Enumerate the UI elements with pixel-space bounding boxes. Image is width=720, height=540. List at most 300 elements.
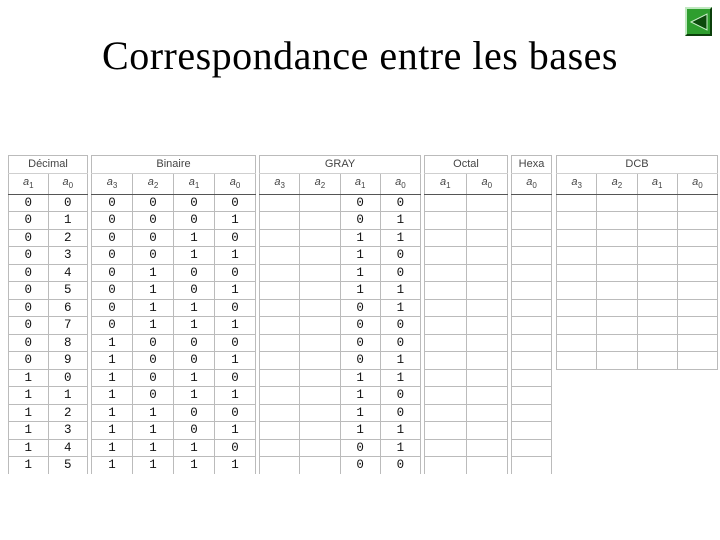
cell-dcb — [557, 212, 597, 230]
cell-gray — [260, 334, 300, 352]
header-hexa: Hexa — [512, 156, 552, 174]
cell-binaire: 1 — [174, 387, 215, 405]
table-row — [425, 212, 508, 230]
table-row — [9, 352, 88, 370]
cell-decimal: 1 — [9, 439, 49, 457]
cell-binaire: 0 — [133, 387, 174, 405]
cell-gray — [260, 422, 300, 440]
col-header-dcb-a2: $a_2$ — [597, 173, 637, 194]
cell-decimal: 0 — [48, 369, 88, 387]
table-row — [425, 317, 508, 335]
cell-binaire: 0 — [215, 194, 256, 212]
cell-binaire: 1 — [215, 282, 256, 300]
cell-gray — [260, 247, 300, 265]
table-octal — [424, 155, 508, 474]
cell-dcb — [597, 352, 637, 370]
cell-gray: 1 — [380, 229, 420, 247]
table-row — [260, 457, 421, 474]
cell-gray — [260, 212, 300, 230]
cell-gray: 0 — [340, 212, 380, 230]
cell-binaire: 1 — [133, 439, 174, 457]
cell-binaire: 0 — [92, 317, 133, 335]
cell-binaire: 0 — [133, 212, 174, 230]
col-header-decimal-a0: $a_0$ — [48, 173, 88, 194]
table-row — [9, 194, 88, 212]
cell-decimal: 0 — [9, 194, 49, 212]
table-row — [92, 439, 256, 457]
cell-octal — [425, 352, 467, 370]
cell-dcb — [637, 317, 677, 335]
col-header-dcb-a3: $a_3$ — [557, 173, 597, 194]
cell-binaire: 0 — [215, 369, 256, 387]
table-gray — [259, 155, 421, 474]
table-row — [425, 457, 508, 474]
table-row — [260, 439, 421, 457]
cell-octal — [466, 352, 508, 370]
cell-octal — [466, 317, 508, 335]
cell-binaire: 1 — [215, 247, 256, 265]
col-header-octal-a1: $a_1$ — [425, 173, 467, 194]
cell-octal — [466, 264, 508, 282]
table-row — [9, 229, 88, 247]
table-row — [9, 334, 88, 352]
cell-gray — [260, 387, 300, 405]
cell-binaire: 0 — [174, 264, 215, 282]
header-dcb: DCB — [557, 156, 718, 174]
cell-binaire: 0 — [215, 299, 256, 317]
table-row — [512, 282, 552, 300]
cell-octal — [466, 404, 508, 422]
cell-gray — [300, 212, 340, 230]
cell-gray — [300, 194, 340, 212]
cell-gray — [260, 264, 300, 282]
cell-hexa — [512, 282, 552, 300]
table-row — [425, 299, 508, 317]
cell-gray — [260, 404, 300, 422]
cell-binaire: 0 — [133, 229, 174, 247]
cell-octal — [425, 212, 467, 230]
table-row — [512, 229, 552, 247]
table-row — [260, 334, 421, 352]
table-row — [512, 194, 552, 212]
cell-dcb — [677, 264, 717, 282]
cell-binaire: 1 — [133, 317, 174, 335]
cell-octal — [466, 334, 508, 352]
cell-dcb — [557, 229, 597, 247]
cell-octal — [466, 387, 508, 405]
cell-hexa — [512, 264, 552, 282]
cell-binaire: 0 — [174, 282, 215, 300]
table-row — [92, 404, 256, 422]
cell-gray: 1 — [340, 282, 380, 300]
cell-gray — [300, 352, 340, 370]
cell-binaire: 1 — [133, 404, 174, 422]
cell-decimal: 7 — [48, 317, 88, 335]
cell-decimal: 1 — [9, 457, 49, 474]
cell-gray — [260, 229, 300, 247]
cell-decimal: 0 — [9, 282, 49, 300]
cell-binaire: 0 — [174, 194, 215, 212]
cell-gray: 0 — [380, 317, 420, 335]
cell-binaire: 0 — [174, 404, 215, 422]
cell-decimal: 1 — [9, 422, 49, 440]
table-row — [260, 229, 421, 247]
cell-decimal: 3 — [48, 247, 88, 265]
table-row — [557, 299, 718, 317]
cell-gray: 1 — [380, 352, 420, 370]
cell-gray: 0 — [340, 194, 380, 212]
cell-octal — [466, 369, 508, 387]
table-row — [425, 422, 508, 440]
cell-gray: 0 — [340, 439, 380, 457]
cell-binaire: 0 — [92, 299, 133, 317]
cell-gray: 1 — [380, 282, 420, 300]
table-row — [512, 317, 552, 335]
cell-dcb — [637, 247, 677, 265]
table-row — [9, 369, 88, 387]
table-row — [260, 264, 421, 282]
cell-decimal: 1 — [9, 404, 49, 422]
table-row — [260, 247, 421, 265]
col-header-binaire-a2: $a_2$ — [133, 173, 174, 194]
cell-gray: 0 — [380, 264, 420, 282]
cell-gray — [300, 387, 340, 405]
cell-binaire: 1 — [174, 439, 215, 457]
cell-binaire: 0 — [215, 264, 256, 282]
cell-binaire: 1 — [133, 264, 174, 282]
cell-hexa — [512, 404, 552, 422]
cell-gray — [260, 194, 300, 212]
cell-dcb — [557, 194, 597, 212]
table-row — [260, 299, 421, 317]
cell-gray: 0 — [380, 247, 420, 265]
cell-decimal: 0 — [9, 212, 49, 230]
cell-gray — [260, 299, 300, 317]
cell-binaire: 0 — [133, 369, 174, 387]
cell-decimal: 1 — [9, 387, 49, 405]
cell-gray — [300, 247, 340, 265]
cell-gray — [300, 317, 340, 335]
cell-dcb — [557, 352, 597, 370]
cell-decimal: 4 — [48, 439, 88, 457]
cell-octal — [425, 247, 467, 265]
cell-gray: 1 — [380, 422, 420, 440]
table-row — [92, 264, 256, 282]
table-row — [92, 212, 256, 230]
table-row — [92, 387, 256, 405]
table-row — [425, 229, 508, 247]
table-row — [260, 194, 421, 212]
cell-octal — [425, 334, 467, 352]
table-row — [512, 264, 552, 282]
cell-binaire: 0 — [92, 194, 133, 212]
table-row — [512, 299, 552, 317]
cell-binaire: 1 — [174, 369, 215, 387]
table-row — [512, 334, 552, 352]
cell-gray — [300, 334, 340, 352]
cell-binaire: 0 — [92, 282, 133, 300]
table-row — [260, 212, 421, 230]
table-row — [425, 194, 508, 212]
cell-dcb — [557, 299, 597, 317]
cell-gray — [300, 457, 340, 474]
cell-binaire: 0 — [92, 264, 133, 282]
cell-binaire: 0 — [174, 352, 215, 370]
cell-binaire: 1 — [215, 457, 256, 474]
cell-dcb — [637, 229, 677, 247]
cell-binaire: 1 — [174, 247, 215, 265]
cell-decimal: 1 — [9, 369, 49, 387]
cell-gray — [260, 352, 300, 370]
cell-gray — [300, 439, 340, 457]
table-row — [512, 247, 552, 265]
cell-binaire: 0 — [133, 352, 174, 370]
col-header-binaire-a1: $a_1$ — [174, 173, 215, 194]
table-row — [92, 457, 256, 474]
cell-decimal: 5 — [48, 282, 88, 300]
cell-binaire: 1 — [215, 317, 256, 335]
cell-binaire: 1 — [215, 352, 256, 370]
table-row — [92, 369, 256, 387]
cell-dcb — [637, 282, 677, 300]
table-row — [512, 439, 552, 457]
cell-hexa — [512, 387, 552, 405]
cell-octal — [466, 422, 508, 440]
cell-dcb — [597, 229, 637, 247]
cell-binaire: 0 — [133, 334, 174, 352]
cell-gray — [260, 282, 300, 300]
cell-dcb — [597, 299, 637, 317]
cell-octal — [425, 194, 467, 212]
cell-binaire: 1 — [174, 229, 215, 247]
cell-gray — [300, 299, 340, 317]
cell-binaire: 1 — [92, 334, 133, 352]
table-row — [557, 194, 718, 212]
cell-dcb — [637, 334, 677, 352]
cell-dcb — [637, 212, 677, 230]
cell-gray: 0 — [340, 352, 380, 370]
cell-binaire: 1 — [174, 317, 215, 335]
cell-hexa — [512, 334, 552, 352]
table-row — [92, 317, 256, 335]
cell-binaire: 1 — [92, 352, 133, 370]
cell-binaire: 0 — [215, 334, 256, 352]
table-binaire — [91, 155, 256, 474]
cell-binaire: 0 — [215, 404, 256, 422]
cell-binaire: 1 — [133, 299, 174, 317]
col-header-octal-a0: $a_0$ — [466, 173, 508, 194]
cell-dcb — [637, 299, 677, 317]
cell-dcb — [677, 299, 717, 317]
cell-hexa — [512, 422, 552, 440]
cell-hexa — [512, 194, 552, 212]
cell-gray — [260, 439, 300, 457]
page-title: Correspondance entre les bases — [102, 33, 618, 78]
table-row — [557, 264, 718, 282]
cell-dcb — [557, 317, 597, 335]
cell-dcb — [637, 194, 677, 212]
cell-hexa — [512, 457, 552, 474]
cell-dcb — [637, 264, 677, 282]
table-decimal — [8, 155, 88, 474]
table-row — [260, 352, 421, 370]
cell-gray — [300, 404, 340, 422]
col-header-binaire-a0: $a_0$ — [215, 173, 256, 194]
cell-gray: 1 — [340, 387, 380, 405]
cell-decimal: 0 — [9, 352, 49, 370]
cell-dcb — [677, 229, 717, 247]
cell-binaire: 1 — [92, 387, 133, 405]
cell-binaire: 0 — [174, 334, 215, 352]
table-row — [9, 317, 88, 335]
table-row — [425, 247, 508, 265]
cell-gray: 0 — [380, 334, 420, 352]
table-row — [425, 404, 508, 422]
cell-octal — [466, 229, 508, 247]
header-gray: GRAY — [260, 156, 421, 174]
cell-dcb — [557, 334, 597, 352]
table-row — [425, 369, 508, 387]
cell-binaire: 0 — [92, 229, 133, 247]
cell-binaire: 1 — [215, 422, 256, 440]
table-row — [260, 422, 421, 440]
cell-decimal: 0 — [9, 317, 49, 335]
cell-gray: 0 — [340, 457, 380, 474]
col-header-hexa-a0: $a_0$ — [512, 173, 552, 194]
cell-gray: 0 — [380, 194, 420, 212]
cell-binaire: 1 — [92, 439, 133, 457]
cell-hexa — [512, 229, 552, 247]
cell-decimal: 2 — [48, 229, 88, 247]
cell-decimal: 6 — [48, 299, 88, 317]
cell-binaire: 1 — [174, 457, 215, 474]
cell-gray: 0 — [380, 404, 420, 422]
cell-gray: 1 — [380, 369, 420, 387]
col-header-decimal-a1: $a_1$ — [9, 173, 49, 194]
cell-octal — [425, 299, 467, 317]
table-row — [512, 457, 552, 474]
cell-binaire: 1 — [92, 404, 133, 422]
cell-octal — [425, 264, 467, 282]
cell-octal — [425, 404, 467, 422]
cell-gray: 0 — [340, 299, 380, 317]
cell-decimal: 1 — [48, 387, 88, 405]
table-row — [9, 439, 88, 457]
cell-dcb — [677, 194, 717, 212]
cell-octal — [425, 457, 467, 474]
table-dcb — [556, 155, 718, 370]
cell-decimal: 3 — [48, 422, 88, 440]
table-row — [557, 282, 718, 300]
col-header-gray-a2: $a_2$ — [300, 173, 340, 194]
cell-decimal: 8 — [48, 334, 88, 352]
cell-hexa — [512, 247, 552, 265]
cell-hexa — [512, 212, 552, 230]
cell-hexa — [512, 352, 552, 370]
table-row — [260, 404, 421, 422]
cell-dcb — [597, 247, 637, 265]
cell-dcb — [557, 282, 597, 300]
table-row — [92, 229, 256, 247]
header-binaire: Binaire — [92, 156, 256, 174]
cell-decimal: 9 — [48, 352, 88, 370]
table-row — [260, 317, 421, 335]
cell-decimal: 4 — [48, 264, 88, 282]
cell-binaire: 1 — [92, 422, 133, 440]
cell-gray — [300, 229, 340, 247]
cell-dcb — [557, 247, 597, 265]
cell-dcb — [677, 317, 717, 335]
cell-dcb — [597, 194, 637, 212]
cell-gray: 1 — [340, 422, 380, 440]
col-header-binaire-a3: $a_3$ — [92, 173, 133, 194]
cell-dcb — [677, 247, 717, 265]
cell-decimal: 0 — [9, 299, 49, 317]
cell-binaire: 1 — [215, 212, 256, 230]
cell-octal — [466, 194, 508, 212]
cell-dcb — [597, 212, 637, 230]
cell-binaire: 1 — [215, 387, 256, 405]
table-row — [92, 282, 256, 300]
cell-gray — [300, 369, 340, 387]
table-row — [425, 387, 508, 405]
cell-binaire: 1 — [133, 282, 174, 300]
cell-gray: 1 — [340, 369, 380, 387]
cell-dcb — [557, 264, 597, 282]
cell-decimal: 0 — [9, 334, 49, 352]
cell-gray: 1 — [380, 439, 420, 457]
cell-hexa — [512, 317, 552, 335]
cell-binaire: 1 — [133, 457, 174, 474]
cell-gray — [260, 317, 300, 335]
col-header-gray-a1: $a_1$ — [340, 173, 380, 194]
table-row — [512, 352, 552, 370]
cell-dcb — [597, 282, 637, 300]
cell-dcb — [677, 334, 717, 352]
table-row — [557, 352, 718, 370]
cell-octal — [425, 317, 467, 335]
header-decimal: Décimal — [9, 156, 88, 174]
cell-binaire: 0 — [133, 194, 174, 212]
cell-octal — [425, 282, 467, 300]
table-row — [9, 282, 88, 300]
table-row — [260, 369, 421, 387]
cell-octal — [425, 422, 467, 440]
cell-decimal: 0 — [9, 264, 49, 282]
table-row — [92, 334, 256, 352]
table-row — [9, 247, 88, 265]
table-row — [557, 317, 718, 335]
table-row — [92, 194, 256, 212]
table-row — [425, 439, 508, 457]
table-row — [512, 212, 552, 230]
cell-binaire: 1 — [92, 457, 133, 474]
cell-octal — [425, 439, 467, 457]
cell-gray — [260, 457, 300, 474]
col-header-dcb-a0: $a_0$ — [677, 173, 717, 194]
cell-decimal: 0 — [48, 194, 88, 212]
cell-dcb — [597, 264, 637, 282]
table-hexa — [511, 155, 552, 474]
table-row — [9, 422, 88, 440]
col-header-gray-a0: $a_0$ — [380, 173, 420, 194]
cell-gray: 1 — [340, 264, 380, 282]
cell-decimal: 1 — [48, 212, 88, 230]
table-row — [557, 247, 718, 265]
table-row — [512, 404, 552, 422]
table-row — [92, 352, 256, 370]
cell-binaire: 0 — [92, 247, 133, 265]
